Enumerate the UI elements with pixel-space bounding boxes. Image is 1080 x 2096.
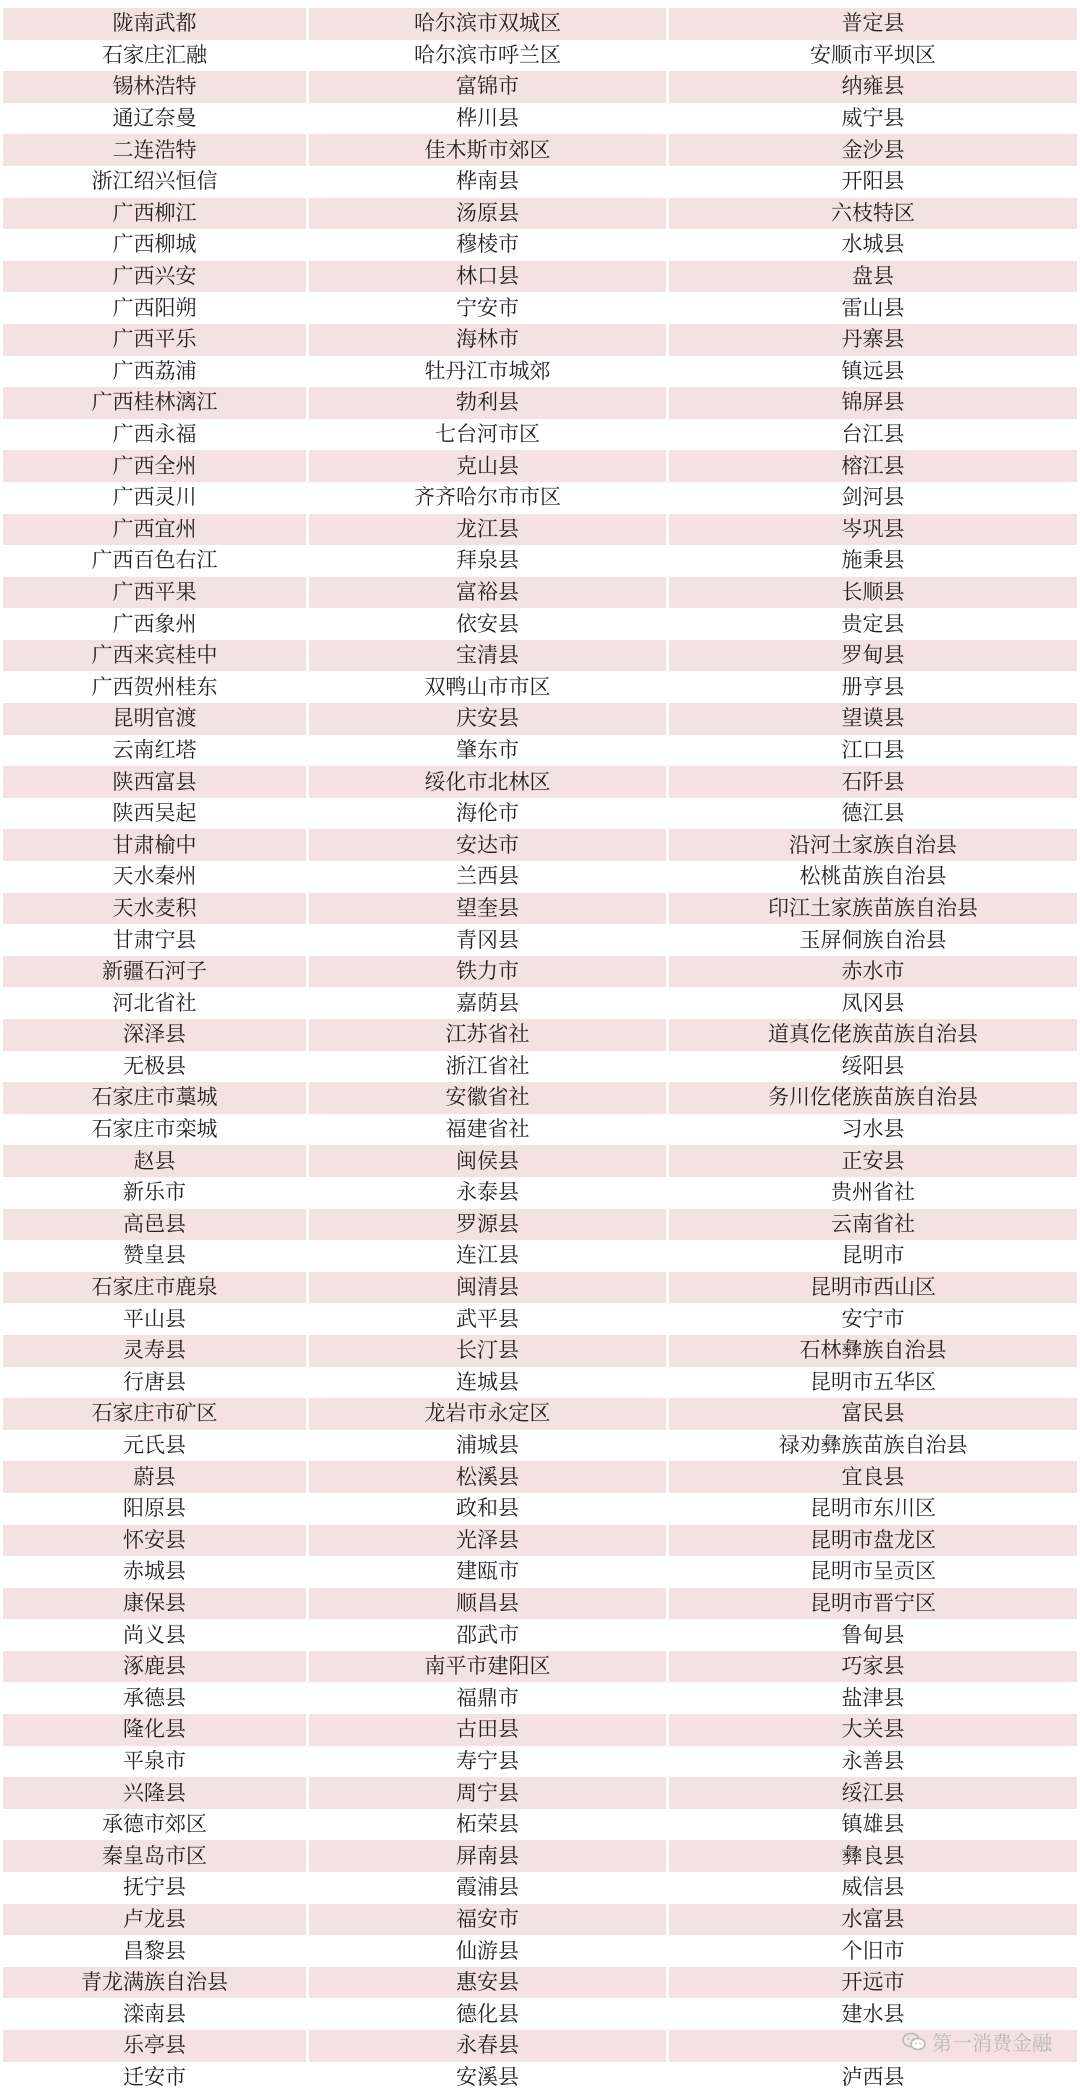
table-cell: 昆明市晋宁区	[669, 1588, 1077, 1620]
table-row	[3, 1240, 1077, 1272]
table-row	[3, 1525, 1077, 1557]
table-cell: 林口县	[309, 261, 669, 293]
table-cell: 庆安县	[309, 703, 669, 735]
table-row	[3, 229, 1077, 261]
table-cell: 穆棱市	[309, 229, 669, 261]
table-cell: 贵定县	[841, 611, 905, 636]
table-cell: 昆明市东川区	[810, 1496, 936, 1521]
table-cell: 昆明市盘龙区	[669, 1525, 1077, 1557]
table-cell: 鲁甸县	[841, 1622, 905, 1647]
table-cell: 昆明市五华区	[810, 1369, 936, 1394]
table-cell: 安宁市	[841, 1306, 905, 1331]
table-row	[3, 1461, 1077, 1493]
table-row	[3, 261, 1077, 293]
table-row	[3, 1335, 1077, 1367]
table-cell: 秦皇岛市区	[3, 1840, 309, 1872]
table-cell: 广西全州	[3, 450, 309, 482]
table-cell: 依安县	[309, 608, 669, 640]
table-row	[3, 1051, 1077, 1083]
table-cell: 岑巩县	[669, 514, 1077, 546]
table-cell: 盘县	[669, 261, 1077, 293]
table-cell: 广西象州	[3, 608, 309, 640]
table-cell: 榕江县	[669, 450, 1077, 482]
table-cell: 海伦市	[309, 798, 669, 830]
table-cell: 松桃苗族自治县	[799, 864, 947, 889]
table-row	[3, 1398, 1077, 1430]
table-cell: 佳木斯市郊区	[309, 134, 669, 166]
table-cell: 巧家县	[669, 1651, 1077, 1683]
table-cell: 兴隆县	[3, 1777, 309, 1809]
table-cell: 广西宜州	[3, 514, 309, 546]
table-cell: 新疆石河子	[3, 956, 309, 988]
table-row	[3, 166, 1077, 198]
table-cell: 绥化市北林区	[309, 766, 669, 798]
table-cell: 彝良县	[669, 1840, 1077, 1872]
table-cell: 玉屏侗族自治县	[799, 927, 947, 952]
table-cell: 承德市郊区	[3, 1809, 309, 1841]
table-cell: 广西桂林漓江	[3, 387, 309, 419]
table-cell: 宜良县	[669, 1461, 1077, 1493]
table-row	[3, 1114, 1077, 1146]
table-row	[3, 577, 1077, 609]
table-row	[3, 1651, 1077, 1683]
table-cell: 陕西吴起	[3, 798, 309, 830]
table-row	[3, 1272, 1077, 1304]
table-cell: 怀安县	[3, 1525, 309, 1557]
table-row	[3, 1145, 1077, 1177]
table-cell: 闽清县	[309, 1272, 669, 1304]
table-cell: 尚义县	[3, 1619, 309, 1651]
table-cell: 泸西县	[841, 2064, 905, 2089]
table-cell: 个旧市	[841, 1938, 905, 1963]
watermark	[902, 2027, 1052, 2056]
table-cell: 丹寨县	[669, 324, 1077, 356]
table-cell: 屏南县	[309, 1840, 669, 1872]
table-cell: 乐亭县	[3, 2030, 309, 2062]
table-cell: 兰西县	[309, 861, 669, 893]
table-cell: 平山县	[3, 1303, 309, 1335]
table-row	[3, 1082, 1077, 1114]
table-cell: 克山县	[309, 450, 669, 482]
table-row	[3, 1746, 1077, 1778]
table-cell: 涿鹿县	[3, 1651, 309, 1683]
table-row	[3, 71, 1077, 103]
table-cell: 光泽县	[309, 1525, 669, 1557]
table-cell: 剑河县	[841, 485, 905, 510]
table-row	[3, 387, 1077, 419]
table-cell: 双鸭山市市区	[309, 671, 669, 703]
table-row	[3, 893, 1077, 925]
table-cell: 水富县	[669, 1904, 1077, 1936]
table-row	[3, 1714, 1077, 1746]
table-row	[3, 861, 1077, 893]
table-cell: 浙江省社	[309, 1051, 669, 1083]
table-cell: 赵县	[3, 1145, 309, 1177]
table-cell: 册亨县	[841, 674, 905, 699]
table-cell: 绥江县	[669, 1777, 1077, 1809]
table-cell: 安溪县	[309, 2062, 669, 2094]
table-cell: 锦屏县	[669, 387, 1077, 419]
table-row	[3, 766, 1077, 798]
wechat-icon	[902, 2032, 926, 2052]
table-cell: 赞皇县	[3, 1240, 309, 1272]
table-cell: 连江县	[309, 1240, 669, 1272]
table-cell: 江苏省社	[309, 1019, 669, 1051]
table-cell: 陇南武都	[3, 8, 309, 40]
table-row	[3, 1177, 1077, 1209]
table-cell: 安达市	[309, 829, 669, 861]
table-cell: 天水秦州	[3, 861, 309, 893]
table-cell: 隆化县	[3, 1714, 309, 1746]
table-cell: 阳原县	[3, 1493, 309, 1525]
table-cell: 纳雍县	[669, 71, 1077, 103]
table-cell: 盐津县	[841, 1685, 905, 1710]
table-cell: 南平市建阳区	[309, 1651, 669, 1683]
table-cell: 寿宁县	[309, 1746, 669, 1778]
table-cell: 云南红塔	[3, 735, 309, 767]
table-row	[3, 1809, 1077, 1841]
table-cell: 广西平果	[3, 577, 309, 609]
table-cell: 平泉市	[3, 1746, 309, 1778]
table-row	[3, 1367, 1077, 1399]
table-cell: 承德县	[3, 1682, 309, 1714]
table-cell: 惠安县	[309, 1967, 669, 1999]
table-cell: 通辽奈曼	[3, 103, 309, 135]
table-cell: 开远市	[669, 1967, 1077, 1999]
table-row	[3, 2062, 1077, 2094]
table-cell: 建水县	[841, 2001, 905, 2026]
table-cell: 镇远县	[841, 358, 905, 383]
table-cell: 习水县	[841, 1117, 905, 1142]
table-cell: 正安县	[669, 1145, 1077, 1177]
table-row	[3, 924, 1077, 956]
table-cell: 蔚县	[3, 1461, 309, 1493]
table-row	[3, 671, 1077, 703]
table-cell: 牡丹江市城郊	[309, 356, 669, 388]
table-cell: 哈尔滨市呼兰区	[309, 40, 669, 72]
table-row	[3, 1303, 1077, 1335]
table-cell: 新乐市	[3, 1177, 309, 1209]
table-row	[3, 103, 1077, 135]
table-row	[3, 134, 1077, 166]
table-cell: 海林市	[309, 324, 669, 356]
table-cell: 青龙满族自治县	[3, 1967, 309, 1999]
table-cell: 灵寿县	[3, 1335, 309, 1367]
table-row	[3, 514, 1077, 546]
table-cell: 富民县	[669, 1398, 1077, 1430]
table-cell: 肇东市	[309, 735, 669, 767]
table-cell: 广西贺州桂东	[3, 671, 309, 703]
table-row	[3, 482, 1077, 514]
table-cell: 二连浩特	[3, 134, 309, 166]
table-cell: 水城县	[841, 232, 905, 257]
table-cell: 富裕县	[309, 577, 669, 609]
table-cell: 德化县	[309, 1998, 669, 2030]
table-cell: 锡林浩特	[3, 71, 309, 103]
table-row	[3, 198, 1077, 230]
table-cell: 赤水市	[669, 956, 1077, 988]
table-row	[3, 1998, 1077, 2030]
table-cell: 长汀县	[309, 1335, 669, 1367]
table-cell: 德江县	[841, 801, 905, 826]
table-cell: 嘉荫县	[309, 987, 669, 1019]
table-cell: 禄劝彝族苗族自治县	[778, 1433, 968, 1458]
table-row	[3, 703, 1077, 735]
table-row	[3, 1840, 1077, 1872]
table-cell: 龙江县	[309, 514, 669, 546]
table-cell: 松溪县	[309, 1461, 669, 1493]
table-cell: 甘肃宁县	[3, 924, 309, 956]
table-cell: 罗源县	[309, 1209, 669, 1241]
table-cell: 石家庄市栾城	[3, 1114, 309, 1146]
table-row	[3, 798, 1077, 830]
table-cell: 昆明市呈贡区	[810, 1559, 936, 1584]
table-cell: 勃利县	[309, 387, 669, 419]
table-cell: 迁安市	[3, 2062, 309, 2094]
table-cell: 广西兴安	[3, 261, 309, 293]
table-cell: 道真仡佬族苗族自治县	[669, 1019, 1077, 1051]
table-row	[3, 419, 1077, 451]
table-cell: 福建省社	[309, 1114, 669, 1146]
table-row	[3, 1777, 1077, 1809]
table-cell: 康保县	[3, 1588, 309, 1620]
table-cell: 威信县	[841, 1875, 905, 1900]
table-cell: 高邑县	[3, 1209, 309, 1241]
table-row	[3, 1430, 1077, 1462]
table-cell: 大关县	[669, 1714, 1077, 1746]
table-cell: 石家庄市鹿泉	[3, 1272, 309, 1304]
table-row	[3, 545, 1077, 577]
table-cell: 政和县	[309, 1493, 669, 1525]
table-cell: 沿河土家族自治县	[669, 829, 1077, 861]
table-cell: 顺昌县	[309, 1588, 669, 1620]
table-cell: 深泽县	[3, 1019, 309, 1051]
table-cell: 卢龙县	[3, 1904, 309, 1936]
table-cell: 凤冈县	[841, 990, 905, 1015]
table-row	[3, 1904, 1077, 1936]
table-cell: 望奎县	[309, 893, 669, 925]
table-cell: 石家庄市矿区	[3, 1398, 309, 1430]
table-cell: 浦城县	[309, 1430, 669, 1462]
table-row	[3, 829, 1077, 861]
table-cell: 无极县	[3, 1051, 309, 1083]
table-row	[3, 956, 1077, 988]
table-cell: 龙岩市永定区	[309, 1398, 669, 1430]
table-cell: 金沙县	[669, 134, 1077, 166]
table-cell: 雷山县	[841, 295, 905, 320]
table-cell: 富锦市	[309, 71, 669, 103]
table-cell: 齐齐哈尔市市区	[309, 482, 669, 514]
table-cell: 广西来宾桂中	[3, 640, 309, 672]
table-row	[3, 450, 1077, 482]
table-row	[3, 1619, 1077, 1651]
table-cell: 浙江绍兴恒信	[3, 166, 309, 198]
table-cell: 普定县	[669, 8, 1077, 40]
table-cell: 古田县	[309, 1714, 669, 1746]
table-cell: 抚宁县	[3, 1872, 309, 1904]
table-cell: 柘荣县	[309, 1809, 669, 1841]
table-cell: 石林彝族自治县	[669, 1335, 1077, 1367]
table-cell: 石家庄市藁城	[3, 1082, 309, 1114]
table-cell: 河北省社	[3, 987, 309, 1019]
table-cell: 长顺县	[669, 577, 1077, 609]
table-cell: 昆明官渡	[3, 703, 309, 735]
table-cell: 广西平乐	[3, 324, 309, 356]
table-row	[3, 8, 1077, 40]
table-cell: 务川仡佬族苗族自治县	[669, 1082, 1077, 1114]
table-row	[3, 735, 1077, 767]
table-cell: 永春县	[309, 2030, 669, 2062]
table-cell: 天水麦积	[3, 893, 309, 925]
table-cell: 永泰县	[309, 1177, 669, 1209]
table-row	[3, 987, 1077, 1019]
table-row	[3, 608, 1077, 640]
table-cell: 开阳县	[841, 169, 905, 194]
table-cell: 霞浦县	[309, 1872, 669, 1904]
table-cell: 宝清县	[309, 640, 669, 672]
table-cell: 拜泉县	[309, 545, 669, 577]
table-cell: 石阡县	[669, 766, 1077, 798]
table-cell: 广西阳朔	[3, 292, 309, 324]
table-cell: 仙游县	[309, 1935, 669, 1967]
table-cell: 哈尔滨市双城区	[309, 8, 669, 40]
table-row	[3, 324, 1077, 356]
table-cell: 六枝特区	[669, 198, 1077, 230]
table-cell: 昆明市西山区	[669, 1272, 1077, 1304]
table-cell: 汤原县	[309, 198, 669, 230]
table-cell: 滦南县	[3, 1998, 309, 2030]
table-cell: 江口县	[841, 737, 905, 762]
table-cell: 安顺市平坝区	[810, 42, 936, 67]
table-cell: 广西柳江	[3, 198, 309, 230]
table-cell: 连城县	[309, 1367, 669, 1399]
county-list-table	[3, 8, 1077, 2093]
table-cell: 印江土家族苗族自治县	[669, 893, 1077, 925]
watermark-text: 第一消费金融	[932, 2031, 1052, 2055]
table-row	[3, 40, 1077, 72]
table-cell: 七台河市区	[309, 419, 669, 451]
table-row	[3, 1967, 1077, 1999]
table-row	[3, 1556, 1077, 1588]
table-cell: 陕西富县	[3, 766, 309, 798]
table-cell: 行唐县	[3, 1367, 309, 1399]
table-cell: 元氏县	[3, 1430, 309, 1462]
table-cell: 昌黎县	[3, 1935, 309, 1967]
table-cell: 贵州省社	[831, 1180, 915, 1205]
table-cell: 闽侯县	[309, 1145, 669, 1177]
table-cell: 云南省社	[669, 1209, 1077, 1241]
table-cell: 邵武市	[309, 1619, 669, 1651]
table-cell: 宁安市	[309, 292, 669, 324]
table-cell: 罗甸县	[669, 640, 1077, 672]
table-row	[3, 1209, 1077, 1241]
table-cell: 青冈县	[309, 924, 669, 956]
table-cell: 镇雄县	[841, 1812, 905, 1837]
table-cell: 绥阳县	[841, 1053, 905, 1078]
table-cell: 昆明市	[841, 1243, 905, 1268]
table-row	[3, 1682, 1077, 1714]
table-cell: 建瓯市	[309, 1556, 669, 1588]
table-cell: 广西荔浦	[3, 356, 309, 388]
table-row	[3, 1935, 1077, 1967]
table-cell: 安徽省社	[309, 1082, 669, 1114]
table-cell: 永善县	[841, 1748, 905, 1773]
table-cell: 广西灵川	[3, 482, 309, 514]
table-cell: 威宁县	[841, 106, 905, 131]
table-row	[3, 640, 1077, 672]
table-cell: 广西柳城	[3, 229, 309, 261]
table-row	[3, 356, 1077, 388]
table-cell: 福鼎市	[309, 1682, 669, 1714]
table-row	[3, 1493, 1077, 1525]
table-cell: 甘肃榆中	[3, 829, 309, 861]
table-row	[3, 1872, 1077, 1904]
table-cell: 桦南县	[309, 166, 669, 198]
table-cell: 广西永福	[3, 419, 309, 451]
table-row	[3, 292, 1077, 324]
table-cell: 福安市	[309, 1904, 669, 1936]
table-cell: 桦川县	[309, 103, 669, 135]
table-cell: 望谟县	[669, 703, 1077, 735]
table-cell: 武平县	[309, 1303, 669, 1335]
table-cell: 赤城县	[3, 1556, 309, 1588]
table-cell: 台江县	[841, 422, 905, 447]
table-row	[3, 1588, 1077, 1620]
table-cell: 周宁县	[309, 1777, 669, 1809]
table-row	[3, 1019, 1077, 1051]
table-cell: 石家庄汇融	[3, 40, 309, 72]
table-cell: 铁力市	[309, 956, 669, 988]
table-cell: 施秉县	[841, 548, 905, 573]
table-cell: 广西百色右江	[3, 545, 309, 577]
